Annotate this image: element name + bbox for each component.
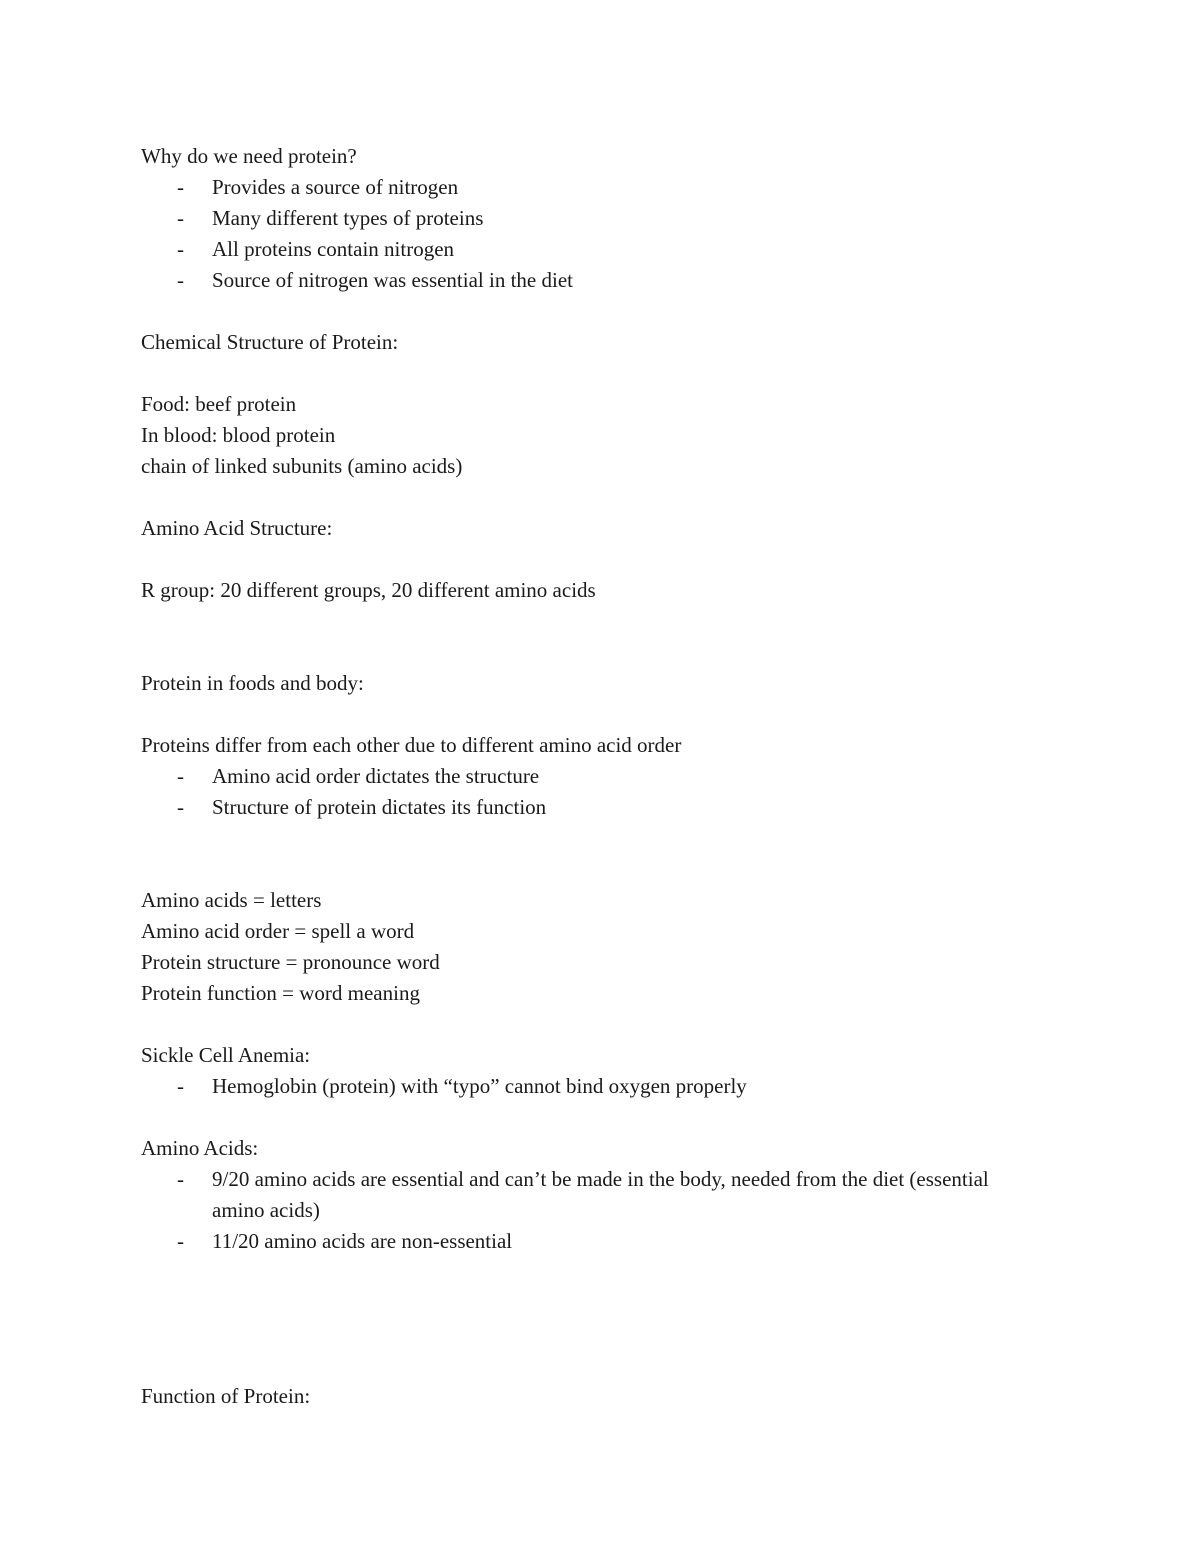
bullet-dash: - <box>177 764 184 788</box>
bullet-text: Structure of protein dictates its function <box>212 795 547 819</box>
heading-sickle-cell: Sickle Cell Anemia: <box>141 1043 311 1067</box>
bullet-text: Source of nitrogen was essential in the diet <box>212 268 573 292</box>
bullet-dash: - <box>177 1167 184 1191</box>
text-line: Protein structure = pronounce word <box>141 950 440 974</box>
text-line: R group: 20 different groups, 20 different amino acids <box>141 578 596 602</box>
bullet-dash: - <box>177 268 184 292</box>
text-line: Protein function = word meaning <box>141 981 420 1005</box>
bullet-text: Provides a source of nitrogen <box>212 175 459 199</box>
text-line: In blood: blood protein <box>141 423 336 447</box>
text-line: Amino acids = letters <box>141 888 322 912</box>
bullet-text: Hemoglobin (protein) with “typo” cannot bind oxygen properly <box>212 1074 747 1098</box>
heading-amino-acid-structure: Amino Acid Structure: <box>141 516 333 540</box>
bullet-dash: - <box>177 237 184 261</box>
heading-chemical-structure: Chemical Structure of Protein: <box>141 330 399 354</box>
bullet-text: All proteins contain nitrogen <box>212 237 455 261</box>
text-line: Food: beef protein <box>141 392 297 416</box>
heading-protein-foods-body: Protein in foods and body: <box>141 671 364 695</box>
heading-function: Function of Protein: <box>141 1384 311 1408</box>
text-line: chain of linked subunits (amino acids) <box>141 454 463 478</box>
bullet-text: 11/20 amino acids are non-essential <box>212 1229 513 1253</box>
heading-amino-acids: Amino Acids: <box>141 1136 259 1160</box>
bullet-dash: - <box>177 1229 184 1253</box>
bullet-text: 9/20 amino acids are essential and can’t be made in the body, needed from the diet (essential amino acids) <box>212 1167 989 1222</box>
bullet-dash: - <box>177 206 184 230</box>
bullet-text: Many different types of proteins <box>212 206 484 230</box>
heading-why-protein: Why do we need protein? <box>141 144 357 168</box>
text-line: Proteins differ from each other due to different amino acid order <box>141 733 682 757</box>
text-line: Amino acid order = spell a word <box>141 919 415 943</box>
bullet-dash: - <box>177 1074 184 1098</box>
bullet-dash: - <box>177 175 184 199</box>
bullet-dash: - <box>177 795 184 819</box>
bullet-text: Amino acid order dictates the structure <box>212 764 540 788</box>
